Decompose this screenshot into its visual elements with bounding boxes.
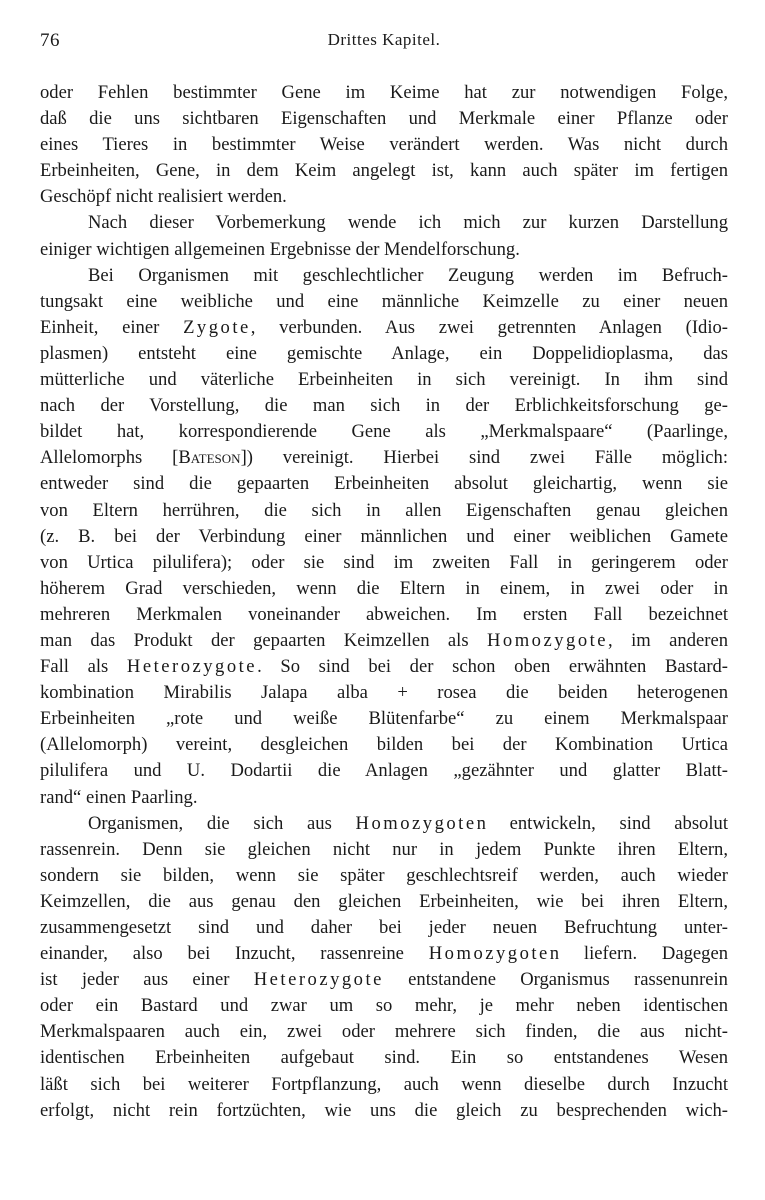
text-line: Nach dieser Vorbemerkung wende ich mich zur kurzen Darstellung bbox=[88, 212, 728, 234]
text-line: zusammengesetzt sind und daher bei jeder neuen Befruchtung unter- bbox=[40, 917, 728, 938]
text-line: Fall als Heterozygote. So sind bei der schon oben erwähnten Bastard- bbox=[40, 656, 728, 678]
text-line: Bei Organismen mit geschlechtlicher Zeugung werden im Befruch- bbox=[88, 264, 728, 286]
text-line: mehreren Merkmalen voneinander abweichen. Im ersten Fall bezeichnet bbox=[40, 603, 728, 625]
page-number: 76 bbox=[40, 30, 60, 51]
spaced-term: Homozygote bbox=[428, 943, 550, 965]
text-line: (z. B. bei der Verbindung einer männlichen und einer weiblichen Gamete bbox=[40, 525, 728, 547]
text-line: Organismen, die sich aus Homozygoten entwickeln, sind absolut bbox=[88, 812, 728, 834]
text-line: nach der Vorstellung, die man sich in der Erblichkeitsforschung ge- bbox=[40, 395, 728, 417]
text-line: Keimzellen, die aus genau den gleichen Erbeinheiten, wie bei ihren Eltern, bbox=[40, 890, 728, 912]
spaced-term: Heterozygote bbox=[126, 656, 258, 678]
text-line: rand“ einen Paarling. bbox=[40, 786, 198, 808]
text-line: plasmen) entsteht eine gemischte Anlage, ein Doppelidioplasma, das bbox=[40, 342, 728, 364]
text-line: daß die uns sichtbaren Eigenschaften und Merkmale einer Pflanze oder bbox=[40, 108, 728, 130]
text-line: pilulifera und U. Dodartii die Anlagen „gezähnter und glatter Blatt- bbox=[40, 760, 728, 782]
text-line: identischen Erbeinheiten aufgebaut sind. Ein so entstandenes Wesen bbox=[40, 1047, 728, 1069]
paragraph bbox=[40, 80, 728, 210]
text-line: (Allelomorph) vereint, desgleichen bilden bei der Kombination Urtica bbox=[40, 734, 728, 756]
text-line: eines Tieres in bestimmter Weise verändert werden. Was nicht durch bbox=[40, 134, 728, 156]
book-page bbox=[40, 26, 728, 1124]
text-line: Erbeinheiten, Gene, in dem Keim angelegt ist, kann auch später im fertigen bbox=[40, 160, 728, 182]
text-line: höherem Grad verschieden, wenn die Eltern in einem, in zwei oder in bbox=[40, 577, 728, 599]
paragraph bbox=[40, 210, 728, 262]
spaced-term: Zygote bbox=[183, 316, 251, 338]
spaced-term: Homozygote bbox=[355, 812, 477, 834]
text-line: entweder sind die gepaarten Erbeinheiten absolut gleichartig, wenn sie bbox=[40, 473, 728, 495]
text-line: Erbeinheiten „rote und weiße Blütenfarbe“ zu einem Merkmalspaar bbox=[40, 708, 728, 730]
text-line: oder ein Bastard und zwar um so mehr, je mehr neben identischen bbox=[40, 995, 728, 1017]
page-header bbox=[40, 26, 728, 56]
text-line: bildet hat, korrespondierende Gene als „Merkmalspaare“ (Paarlinge, bbox=[40, 421, 728, 443]
text-line: man das Produkt der gepaarten Keimzellen als Homozygote, im anderen bbox=[40, 629, 728, 651]
running-head: Drittes Kapitel. bbox=[327, 30, 441, 49]
text-line: von Eltern herrühren, die sich in allen Eigenschaften genau gleichen bbox=[40, 499, 728, 521]
spaced-term: Heterozygote bbox=[253, 969, 384, 991]
text-line: von Urtica pilulifera); oder sie sind im zweiten Fall in geringerem oder bbox=[40, 551, 728, 573]
text-line: mütterliche und väterliche Erbeinheiten in sich vereinigt. In ihm sind bbox=[40, 369, 728, 391]
paragraph bbox=[40, 811, 728, 1124]
body-text bbox=[40, 80, 728, 1124]
text-line: rassenrein. Denn sie gleichen nicht nur in jedem Punkte ihren Eltern, bbox=[40, 838, 728, 860]
paragraph bbox=[40, 263, 728, 811]
text-line: Einheit, einer Zygote, verbunden. Aus zwei getrennten Anlagen (Idio- bbox=[40, 316, 729, 338]
author-name: Bateson bbox=[178, 447, 241, 469]
text-line: Allelomorphs [Bateson]) vereinigt. Hierbei sind zwei Fälle möglich: bbox=[40, 447, 728, 469]
text-line: ist jeder aus einer Heterozygote entstandene Organismus rassenunrein bbox=[40, 969, 728, 991]
text-line: tungsakt eine weibliche und eine männliche Keimzelle zu einer neuen bbox=[40, 290, 728, 312]
text-line: Geschöpf nicht realisiert werden. bbox=[40, 186, 287, 208]
text-line: einander, also bei Inzucht, rassenreine Homozygoten liefern. Dagegen bbox=[40, 943, 728, 965]
text-line: oder Fehlen bestimmter Gene im Keime hat zur notwendigen Folge, bbox=[40, 82, 728, 103]
text-line: einiger wichtigen allgemeinen Ergebnisse der Mendelforschung. bbox=[40, 238, 520, 260]
text-line: sondern sie bilden, wenn sie später geschlechtsreif werden, auch wieder bbox=[40, 864, 728, 886]
text-line: erfolgt, nicht rein fortzüchten, wie uns die gleich zu besprechenden wich- bbox=[40, 1099, 728, 1121]
text-line: kombination Mirabilis Jalapa alba + rosea die beiden heterogenen bbox=[40, 682, 728, 704]
spaced-term: Homozygote bbox=[486, 629, 609, 651]
text-line: läßt sich bei weiterer Fortpflanzung, auch wenn dieselbe durch Inzucht bbox=[40, 1073, 728, 1095]
text-line: Merkmalspaaren auch ein, zwei oder mehrere sich finden, die aus nicht- bbox=[40, 1021, 728, 1043]
